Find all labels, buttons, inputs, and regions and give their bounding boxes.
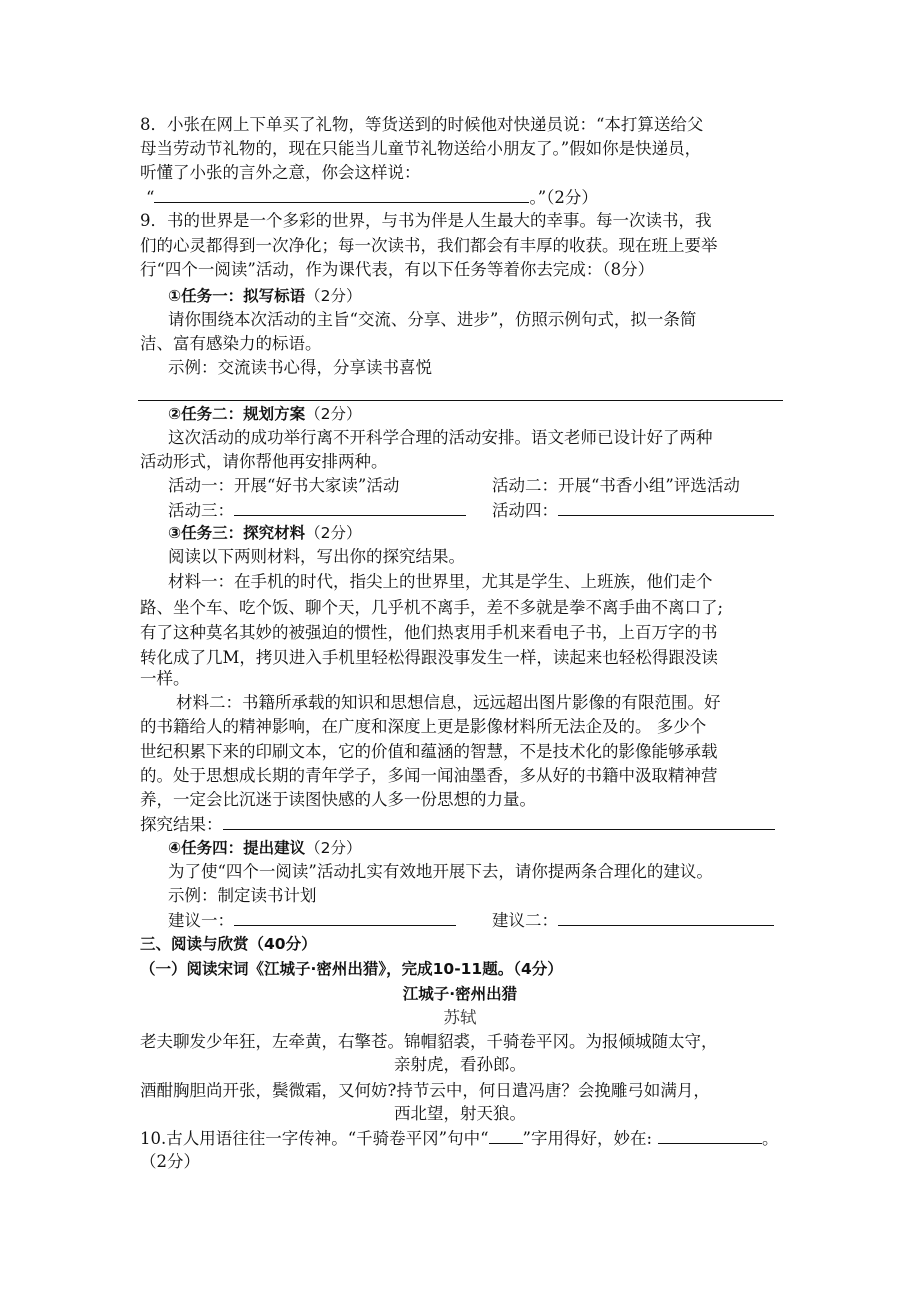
task3-intro: 阅读以下两则材料，写出你的探究结果。: [168, 547, 465, 566]
poem-line-4: 西北望，射天狼。: [394, 1104, 526, 1123]
q8-answer-blank[interactable]: [154, 186, 529, 203]
suggestion-2: 建议二：: [492, 909, 774, 932]
activity-3-blank[interactable]: [234, 499, 466, 516]
q9-line-2: 们的心灵都得到一次净化；每一次读书，我们都会有丰厚的收获。现在班上要举: [140, 236, 718, 255]
q10-word-blank[interactable]: [489, 1127, 523, 1144]
task1-line-2: 洁、富有感染力的标语。: [140, 334, 322, 353]
poem-title: 江城子·密州出猎: [402, 985, 518, 1003]
task2-heading: ②任务二：规划方案（2分）: [168, 405, 362, 423]
poem-line-1: 老夫聊发少年狂，左牵黄，右擎苍。锦帽貂裘，千骑卷平冈。为报倾城随太守，: [140, 1032, 718, 1051]
task1-line-1: 请你围绕本次活动的主旨“交流、分享、进步”，仿照示例句式，拟一条简: [168, 310, 697, 329]
material-1-line-3: 有了这种莫名其妙的被强迫的惯性，他们热衷用手机来看电子书，上百万字的书: [140, 623, 718, 642]
task4-heading: ④任务四：提出建议（2分）: [168, 839, 362, 857]
q9-line-3: 行“四个一阅读”活动，作为课代表，有以下任务等着你去完成：（8分）: [140, 260, 655, 279]
q9-line-1: 9．书的世界是一个多彩的世界，与书为伴是人生最大的幸事。每一次读书，我: [140, 211, 712, 230]
q8-answer-line: “ 。”（2分）: [146, 188, 598, 207]
material-2-line-2: 的书籍给人的精神影响，在广度和深度上更是影像材料所无法企及的。 多少个: [140, 717, 707, 736]
material-2-line-4: 的。处于思想成长期的青年学子，多闻一闻油墨香，多从好的书籍中汲取精神营: [140, 766, 718, 785]
q10-line: 10.古人用语往往一字传神。“千骑卷平冈”句中“ ”字用得好，妙在: 。: [140, 1129, 779, 1148]
task2-line-1: 这次活动的成功举行离不开科学合理的活动安排。语文老师已设计好了两种: [168, 428, 713, 447]
task3-heading: ③任务三：探究材料（2分）: [168, 524, 362, 542]
task4-line-1: 为了使“四个一阅读”活动扎实有效地开展下去，请你提两条合理化的建议。: [168, 862, 713, 881]
section-3-title: 三、阅读与欣赏（40分）: [140, 935, 317, 953]
q8-line-2: 母当劳动节礼物的，现在只能当儿童节礼物送给小朋友了。”假如你是快递员，: [140, 139, 702, 158]
material-2-line-1: 材料二：书籍所承载的知识和思想信息，远远超出图片影像的有限范围。好: [176, 693, 721, 712]
activity-4-blank[interactable]: [558, 499, 774, 516]
task2-activity-4: 活动四：: [492, 499, 774, 522]
task4-example: 示例：制定读书计划: [168, 886, 317, 905]
section-3-subtitle: （一）阅读宋词《江城子·密州出猎》，完成10-11题。（4分）: [140, 960, 563, 978]
task1-heading: ①任务一：拟写标语（2分）: [168, 287, 362, 305]
q8-line-1: 8．小张在网上下单买了礼物，等货送到的时候他对快递员说：“本打算送给父: [140, 115, 704, 134]
task1-answer-blank[interactable]: [138, 400, 783, 401]
task2-activity-2: 活动二：开展“书香小组”评选活动: [492, 476, 740, 495]
q8-line-3: 听懂了小张的言外之意，你会这样说：: [140, 163, 421, 182]
material-2-line-3: 世纪积累下来的印刷文本，它的价值和蕴涵的智慧，不是技术化的影像能够承载: [140, 742, 718, 761]
suggestion-1: 建议一：: [168, 909, 456, 932]
suggestion-1-blank[interactable]: [234, 909, 456, 926]
material-1-line-2: 路、坐个车、吃个饭、聊个天，几乎机不离手，差不多就是拳不离手曲不离口了;: [140, 598, 724, 617]
material-1-line-4: 转化成了几M，拷贝进入手机里轻松得跟没事发生一样，读起来也轻松得跟没读: [140, 648, 718, 667]
poem-line-2: 亲射虎，看孙郎。: [394, 1055, 526, 1074]
material-1-line-5: 一样。: [140, 669, 190, 688]
task1-example: 示例：交流读书心得，分享读书喜悦: [168, 358, 432, 377]
q10-points: （2分）: [140, 1152, 200, 1171]
result-blank[interactable]: [223, 813, 775, 830]
task3-result: 探究结果：: [140, 813, 775, 836]
task2-activity-3: 活动三：: [168, 499, 466, 522]
material-2-line-5: 养，一定会比沉迷于读图快感的人多一份思想的力量。: [140, 790, 536, 809]
material-1-line-1: 材料一：在手机的时代，指尖上的世界里，尤其是学生、上班族，他们走个: [168, 572, 713, 591]
task2-line-2: 活动形式，请你帮他再安排两种。: [140, 452, 388, 471]
q10-reason-blank[interactable]: [658, 1127, 762, 1144]
poem-line-3: 酒酣胸胆尚开张，鬓微霜，又何妨?持节云中，何日遣冯唐？会挽雕弓如满月，: [140, 1081, 710, 1100]
task2-activity-1: 活动一：开展“好书大家读”活动: [168, 476, 400, 495]
suggestion-2-blank[interactable]: [558, 909, 774, 926]
poem-author: 苏轼: [443, 1008, 477, 1027]
